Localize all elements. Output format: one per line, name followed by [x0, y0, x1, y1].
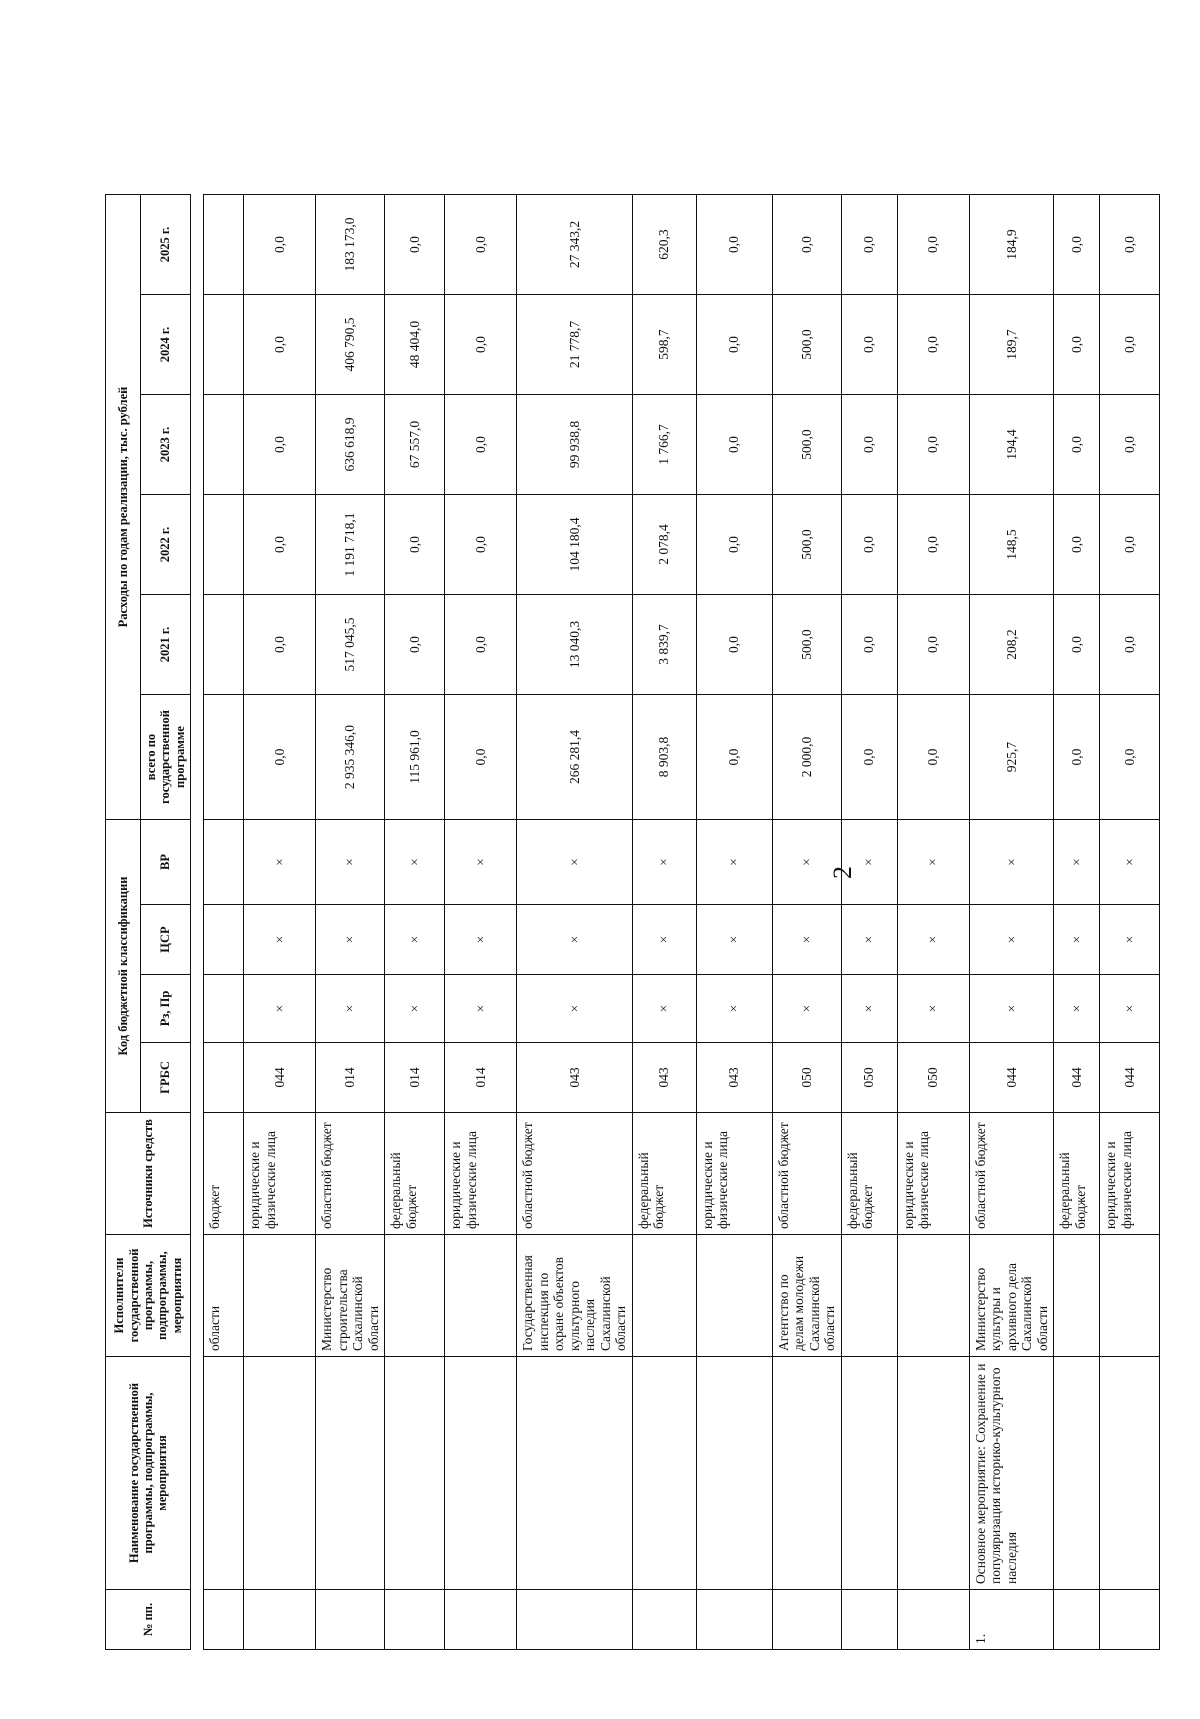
- row-executor: [897, 1235, 969, 1357]
- page-number: 2: [828, 866, 857, 879]
- row-2024: 0,0: [696, 295, 772, 395]
- row-2022: 0,0: [385, 495, 445, 595]
- row-rz-pr: ×: [244, 975, 316, 1043]
- row-num: [385, 1590, 445, 1650]
- header-2025: 2025 г.: [141, 195, 191, 295]
- row-total: 0,0: [445, 695, 517, 820]
- row-2025: [204, 195, 244, 295]
- row-2023: 0,0: [696, 395, 772, 495]
- row-2024: 0,0: [897, 295, 969, 395]
- header-vr: ВР: [141, 820, 191, 905]
- row-2024: [204, 295, 244, 395]
- row-name: [1054, 1357, 1100, 1590]
- row-2025: 0,0: [841, 195, 897, 295]
- row-rz-pr: ×: [1054, 975, 1100, 1043]
- row-source: юридические и физические лица: [897, 1113, 969, 1235]
- row-name: [1100, 1357, 1160, 1590]
- row-2025: 0,0: [696, 195, 772, 295]
- row-executor: Министерство строительства Сахалинской области: [316, 1235, 385, 1357]
- row-2023: 0,0: [1100, 395, 1160, 495]
- row-executor: [445, 1235, 517, 1357]
- row-rz-pr: ×: [385, 975, 445, 1043]
- row-csr: ×: [632, 905, 696, 975]
- row-2024: 0,0: [1100, 295, 1160, 395]
- row-2023: 0,0: [897, 395, 969, 495]
- row-2024: 500,0: [772, 295, 841, 395]
- row-name: [385, 1357, 445, 1590]
- row-vr: ×: [969, 820, 1054, 905]
- row-csr: ×: [1054, 905, 1100, 975]
- row-grbs: 014: [445, 1043, 517, 1113]
- table-row: [841, 195, 897, 1650]
- row-rz-pr: [204, 975, 244, 1043]
- row-2022: 1 191 718,1: [316, 495, 385, 595]
- row-2022: 0,0: [445, 495, 517, 595]
- row-2022: 0,0: [841, 495, 897, 595]
- table-row: [772, 195, 841, 1650]
- row-total: 0,0: [696, 695, 772, 820]
- row-2023: 67 557,0: [385, 395, 445, 495]
- header-total: всего по государственной программе: [141, 695, 191, 820]
- row-csr: ×: [244, 905, 316, 975]
- row-2023: 0,0: [244, 395, 316, 495]
- header-2024: 2024 г.: [141, 295, 191, 395]
- header-num: № пп.: [106, 1590, 191, 1650]
- row-total: 0,0: [897, 695, 969, 820]
- row-vr: ×: [316, 820, 385, 905]
- table-row: [1054, 195, 1100, 1650]
- row-2025: 0,0: [1100, 195, 1160, 295]
- header-2022: 2022 г.: [141, 495, 191, 595]
- row-2025: 0,0: [772, 195, 841, 295]
- row-vr: [204, 820, 244, 905]
- row-2025: 620,3: [632, 195, 696, 295]
- row-num: [1054, 1590, 1100, 1650]
- header-csr: ЦСР: [141, 905, 191, 975]
- row-rz-pr: ×: [316, 975, 385, 1043]
- row-vr: ×: [897, 820, 969, 905]
- table-row: [897, 195, 969, 1650]
- row-rz-pr: ×: [632, 975, 696, 1043]
- table-row: [1100, 195, 1160, 1650]
- row-source: областной бюджет: [772, 1113, 841, 1235]
- header-name: Наименование государственной программы, подпрограммы, мероприятия: [106, 1357, 191, 1590]
- row-2022: 2 078,4: [632, 495, 696, 595]
- row-2021: 0,0: [841, 595, 897, 695]
- row-2023: 0,0: [445, 395, 517, 495]
- row-name: [316, 1357, 385, 1590]
- header-budget-code: Код бюджетной классификации: [106, 820, 141, 1113]
- row-executor: области: [204, 1235, 244, 1357]
- row-csr: ×: [445, 905, 517, 975]
- row-total: 115 961,0: [385, 695, 445, 820]
- row-executor: [385, 1235, 445, 1357]
- row-2024: 0,0: [1054, 295, 1100, 395]
- row-2024: 0,0: [445, 295, 517, 395]
- row-num: [696, 1590, 772, 1650]
- row-2024: 189,7: [969, 295, 1054, 395]
- row-executor: [244, 1235, 316, 1357]
- row-num: [316, 1590, 385, 1650]
- row-name: [841, 1357, 897, 1590]
- row-grbs: 043: [696, 1043, 772, 1113]
- row-vr: ×: [632, 820, 696, 905]
- row-vr: ×: [445, 820, 517, 905]
- row-2021: [204, 595, 244, 695]
- table-row: [517, 195, 633, 1650]
- header-2023: 2023 г.: [141, 395, 191, 495]
- row-2021: 0,0: [1054, 595, 1100, 695]
- row-rz-pr: ×: [517, 975, 633, 1043]
- row-2022: 0,0: [696, 495, 772, 595]
- row-executor: Государственная инспекция по охране объектов культурного наследия Сахалинской области: [517, 1235, 633, 1357]
- row-vr: ×: [385, 820, 445, 905]
- row-2024: 21 778,7: [517, 295, 633, 395]
- row-vr: ×: [1100, 820, 1160, 905]
- header-source: Источники средств: [106, 1113, 191, 1235]
- table-row: [696, 195, 772, 1650]
- row-vr: ×: [696, 820, 772, 905]
- row-csr: ×: [969, 905, 1054, 975]
- table-row: [316, 195, 385, 1650]
- row-executor: [696, 1235, 772, 1357]
- row-csr: ×: [841, 905, 897, 975]
- row-csr: ×: [385, 905, 445, 975]
- row-executor: Министерство культуры и архивного дела Сахалинской области: [969, 1235, 1054, 1357]
- row-total: 0,0: [1100, 695, 1160, 820]
- row-rz-pr: ×: [445, 975, 517, 1043]
- row-source: бюджет: [204, 1113, 244, 1235]
- row-vr: ×: [517, 820, 633, 905]
- row-grbs: 043: [632, 1043, 696, 1113]
- row-2022: 0,0: [1100, 495, 1160, 595]
- table-header: [105, 194, 191, 1650]
- row-2025: 27 343,2: [517, 195, 633, 295]
- row-num: [897, 1590, 969, 1650]
- header-rz-pr: Рз, Пр: [141, 975, 191, 1043]
- row-2021: 0,0: [385, 595, 445, 695]
- row-2023: 194,4: [969, 395, 1054, 495]
- row-grbs: 043: [517, 1043, 633, 1113]
- row-2024: 406 790,5: [316, 295, 385, 395]
- row-name: Основное мероприятие: Сохранение и популяризация историко-культурного наследия: [969, 1357, 1054, 1590]
- row-2021: 13 040,3: [517, 595, 633, 695]
- row-grbs: 044: [969, 1043, 1054, 1113]
- row-source: юридические и физические лица: [696, 1113, 772, 1235]
- row-2023: 1 766,7: [632, 395, 696, 495]
- row-source: областной бюджет: [969, 1113, 1054, 1235]
- row-2023: 500,0: [772, 395, 841, 495]
- row-2025: 0,0: [1054, 195, 1100, 295]
- row-2025: 0,0: [385, 195, 445, 295]
- row-source: областной бюджет: [517, 1113, 633, 1235]
- row-source: федеральный бюджет: [841, 1113, 897, 1235]
- row-num: [445, 1590, 517, 1650]
- row-csr: ×: [897, 905, 969, 975]
- row-vr: ×: [244, 820, 316, 905]
- header-grbs: ГРБС: [141, 1043, 191, 1113]
- row-num: [517, 1590, 633, 1650]
- row-2023: [204, 395, 244, 495]
- row-num: [772, 1590, 841, 1650]
- header-executor: Исполнители государственной программы, подпрограммы, мероприятия: [106, 1235, 191, 1357]
- table-row: [632, 195, 696, 1650]
- row-rz-pr: ×: [897, 975, 969, 1043]
- row-2022: 0,0: [244, 495, 316, 595]
- row-executor: [841, 1235, 897, 1357]
- row-csr: ×: [517, 905, 633, 975]
- table-row: [385, 195, 445, 1650]
- row-total: 925,7: [969, 695, 1054, 820]
- table-row: [969, 195, 1054, 1650]
- row-total: [204, 695, 244, 820]
- row-2024: 0,0: [244, 295, 316, 395]
- row-executor: [1100, 1235, 1160, 1357]
- header-spending: Расходы по годам реализации, тыс. рублей: [106, 195, 141, 820]
- row-2023: 99 938,8: [517, 395, 633, 495]
- header-2021: 2021 г.: [141, 595, 191, 695]
- row-total: 0,0: [244, 695, 316, 820]
- row-csr: [204, 905, 244, 975]
- row-name: [445, 1357, 517, 1590]
- row-rz-pr: ×: [841, 975, 897, 1043]
- row-num: [841, 1590, 897, 1650]
- row-total: 0,0: [1054, 695, 1100, 820]
- row-num: [1100, 1590, 1160, 1650]
- row-num: 1.: [969, 1590, 1054, 1650]
- row-grbs: [204, 1043, 244, 1113]
- row-executor: [1054, 1235, 1100, 1357]
- row-2024: 598,7: [632, 295, 696, 395]
- row-2022: 0,0: [1054, 495, 1100, 595]
- row-source: юридические и физические лица: [445, 1113, 517, 1235]
- row-vr: ×: [841, 820, 897, 905]
- row-2022: [204, 495, 244, 595]
- row-csr: ×: [1100, 905, 1160, 975]
- row-2025: 183 173,0: [316, 195, 385, 295]
- row-2025: 0,0: [244, 195, 316, 295]
- row-2021: 208,2: [969, 595, 1054, 695]
- row-total: 2 935 346,0: [316, 695, 385, 820]
- row-2025: 0,0: [445, 195, 517, 295]
- row-csr: ×: [316, 905, 385, 975]
- row-grbs: 044: [244, 1043, 316, 1113]
- row-source: юридические и физические лица: [1100, 1113, 1160, 1235]
- row-2021: 500,0: [772, 595, 841, 695]
- row-2021: 0,0: [1100, 595, 1160, 695]
- row-2024: 0,0: [841, 295, 897, 395]
- row-2022: 0,0: [897, 495, 969, 595]
- row-name: [244, 1357, 316, 1590]
- row-grbs: 014: [385, 1043, 445, 1113]
- row-2023: 636 618,9: [316, 395, 385, 495]
- row-2021: 0,0: [696, 595, 772, 695]
- table-row: [204, 195, 244, 1650]
- table-row: [244, 195, 316, 1650]
- row-rz-pr: ×: [772, 975, 841, 1043]
- row-2022: 148,5: [969, 495, 1054, 595]
- row-name: [696, 1357, 772, 1590]
- row-executor: Агентство по делам молодежи Сахалинской области: [772, 1235, 841, 1357]
- row-num: [244, 1590, 316, 1650]
- row-grbs: 050: [841, 1043, 897, 1113]
- row-grbs: 044: [1054, 1043, 1100, 1113]
- row-name: [204, 1357, 244, 1590]
- row-total: 2 000,0: [772, 695, 841, 820]
- row-vr: ×: [772, 820, 841, 905]
- table-row: [445, 195, 517, 1650]
- row-2022: 104 180,4: [517, 495, 633, 595]
- row-2023: 0,0: [841, 395, 897, 495]
- row-source: юридические и физические лица: [244, 1113, 316, 1235]
- row-vr: ×: [1054, 820, 1100, 905]
- row-num: [632, 1590, 696, 1650]
- row-source: областной бюджет: [316, 1113, 385, 1235]
- row-total: 0,0: [841, 695, 897, 820]
- row-name: [772, 1357, 841, 1590]
- row-2025: 0,0: [897, 195, 969, 295]
- row-grbs: 050: [897, 1043, 969, 1113]
- row-grbs: 044: [1100, 1043, 1160, 1113]
- row-csr: ×: [696, 905, 772, 975]
- row-2021: 517 045,5: [316, 595, 385, 695]
- row-2021: 0,0: [897, 595, 969, 695]
- row-num: [204, 1590, 244, 1650]
- row-csr: ×: [772, 905, 841, 975]
- row-name: [517, 1357, 633, 1590]
- row-2021: 0,0: [445, 595, 517, 695]
- row-name: [897, 1357, 969, 1590]
- row-grbs: 050: [772, 1043, 841, 1113]
- row-source: федеральный бюджет: [1054, 1113, 1100, 1235]
- row-2022: 500,0: [772, 495, 841, 595]
- row-source: федеральный бюджет: [385, 1113, 445, 1235]
- row-total: 266 281,4: [517, 695, 633, 820]
- row-name: [632, 1357, 696, 1590]
- row-rz-pr: ×: [696, 975, 772, 1043]
- row-grbs: 014: [316, 1043, 385, 1113]
- row-2024: 48 404,0: [385, 295, 445, 395]
- row-2021: 3 839,7: [632, 595, 696, 695]
- table-body: [203, 194, 1160, 1650]
- row-rz-pr: ×: [1100, 975, 1160, 1043]
- row-executor: [632, 1235, 696, 1357]
- row-total: 8 903,8: [632, 695, 696, 820]
- row-2025: 184,9: [969, 195, 1054, 295]
- row-2023: 0,0: [1054, 395, 1100, 495]
- row-rz-pr: ×: [969, 975, 1054, 1043]
- row-2021: 0,0: [244, 595, 316, 695]
- row-source: федеральный бюджет: [632, 1113, 696, 1235]
